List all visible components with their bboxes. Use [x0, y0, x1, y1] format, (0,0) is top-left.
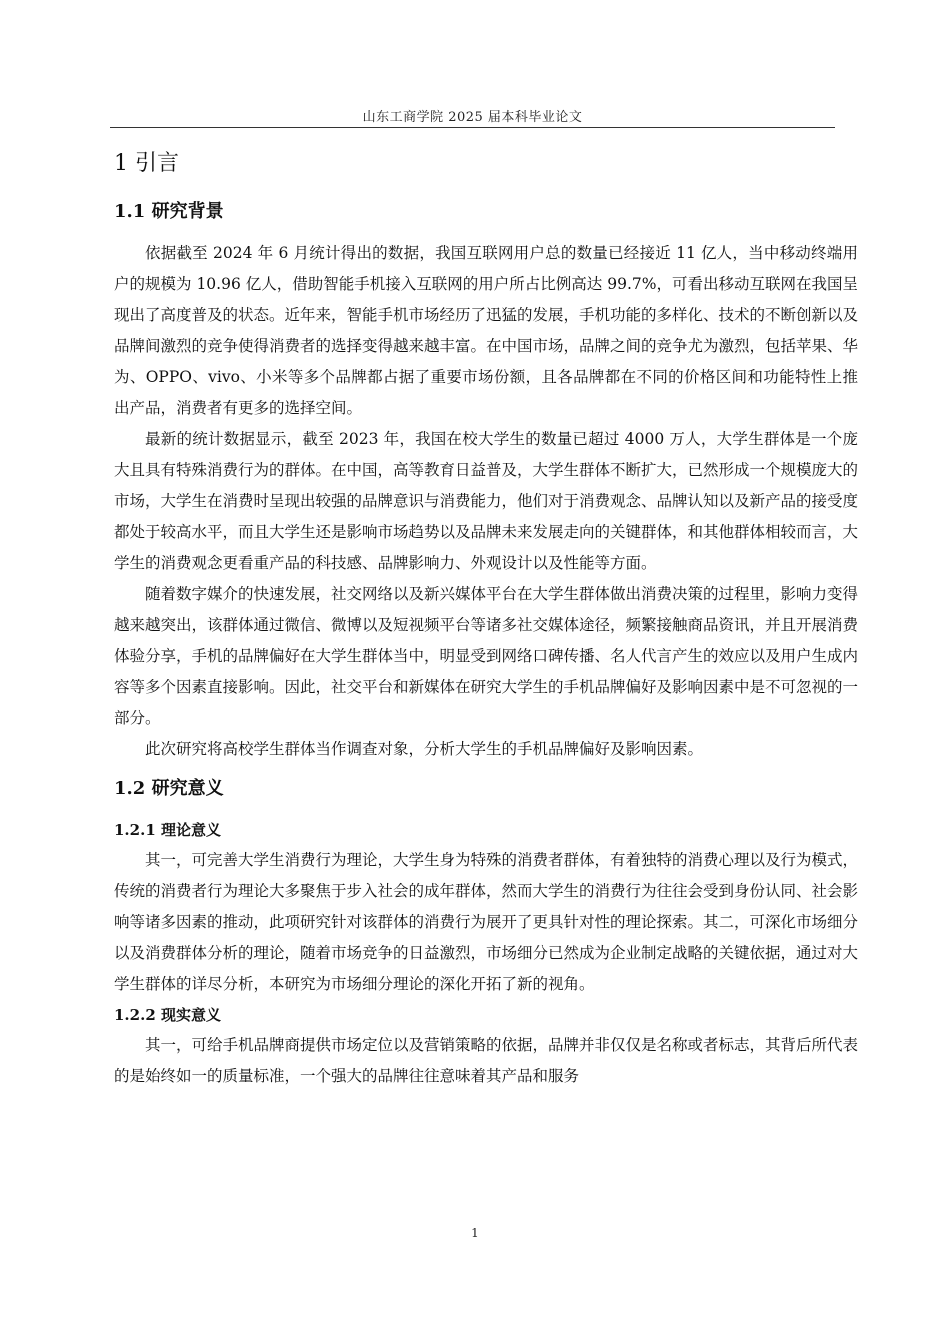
paragraph: 其一，可完善大学生消费行为理论，大学生身为特殊的消费者群体，有着独特的消费心理以及行为模式，传统的消费者行为理论大多聚焦于步入社会的成年群体，然而大学生的消费行为往往会受到身份认同、社会影响等诸多因素的推动，此项研究针对该群体的消费行为展开了更具针对性的理论探索。其二，可深化市场细分以及消费群体分析的理论，随着市场竞争的日益激烈，市场细分已然成为企业制定战略的关键依据，通过对大学生群体的详尽分析，本研究为市场细分理论的深化开拓了新的视角。	[114, 851, 859, 993]
running-header: 山东工商学院 2025 届本科毕业论文	[362, 110, 583, 125]
subsection-title-practice: 1.2.2 现实意义	[114, 1006, 221, 1024]
paragraph: 此次研究将高校学生群体当作调查对象，分析大学生的手机品牌偏好及影响因素。	[145, 740, 704, 758]
header-rule	[110, 127, 835, 128]
page-content	[114, 146, 858, 1092]
paragraph: 其一，可给手机品牌商提供市场定位以及营销策略的依据，品牌并非仅仅是名称或者标志，其背后所代表的是始终如一的质量标准，一个强大的品牌往往意味着其产品和服务	[114, 1036, 859, 1085]
chapter-title: 1 引言	[114, 151, 179, 176]
paragraph: 随着数字媒介的快速发展，社交网络以及新兴媒体平台在大学生群体做出消费决策的过程里，影响力变得越来越突出，该群体通过微信、微博以及短视频平台等诸多社交媒体途径，频繁接触商品资讯，并且开展消费体验分享，手机的品牌偏好在大学生群体当中，明显受到网络口碑传播、名人代言产生的效应以及用户生成内容等多个因素直接影响。因此，社交平台和新媒体在研究大学生的手机品牌偏好及影响因素中是不可忽视的一部分。	[114, 585, 859, 727]
subsection-title-theory: 1.2.1 理论意义	[114, 821, 221, 839]
section-title-background: 1.1 研究背景	[114, 201, 224, 222]
page-number: 1	[471, 1226, 479, 1240]
paragraph: 最新的统计数据显示，截至 2023 年，我国在校大学生的数量已超过 4000 万人，大学生群体是一个庞大且具有特殊消费行为的群体。在中国，高等教育日益普及，大学生群体不断扩大，已然形成一个规模庞大的市场，大学生在消费时呈现出较强的品牌意识与消费能力，他们对于消费观念、品牌认知以及新产品的接受度都处于较高水平，而且大学生还是影响市场趋势以及品牌未来发展走向的关键群体，和其他群体相较而言，大学生的消费观念更看重产品的科技感、品牌影响力、外观设计以及性能等方面。	[114, 430, 859, 572]
paragraph: 依据截至 2024 年 6 月统计得出的数据，我国互联网用户总的数量已经接近 11 亿人，当中移动终端用户的规模为 10.96 亿人，借助智能手机接入互联网的用户所占比例高达 99.7%，可看出移动互联网在我国呈现出了高度普及的状态。近年来，智能手机市场经历了迅猛的发展，手机功能的多样化、技术的不断创新以及品牌间激烈的竞争使得消费者的选择变得越来越丰富。在中国市场，品牌之间的竞争尤为激烈，包括苹果、华为、OPPO、vivo、小米等多个品牌都占据了重要市场份额，且各品牌都在不同的价格区间和功能特性上推出产品，消费者有更多的选择空间。	[114, 244, 859, 417]
section-title-significance: 1.2 研究意义	[114, 778, 224, 799]
